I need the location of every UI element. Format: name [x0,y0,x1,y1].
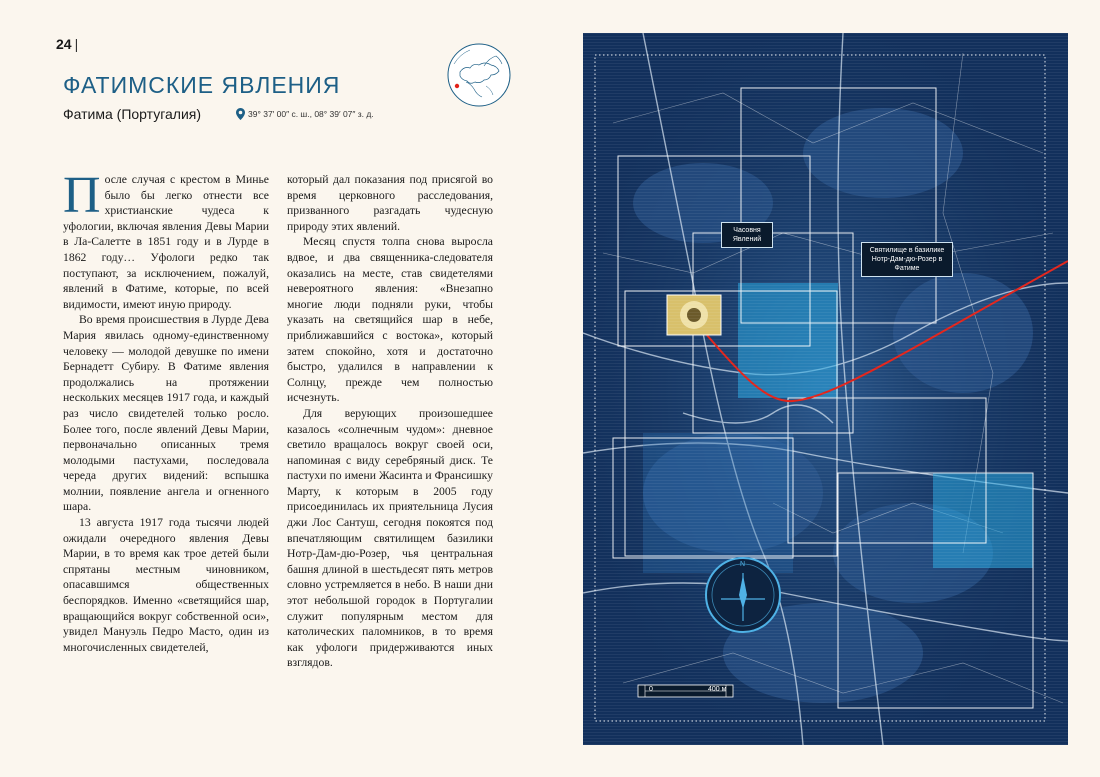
paragraph: Для верующих произошедшее казалось «солнечным чудом»: дневное светило вращалось вокруг своей оси, напоминая с виду серебряный диск. Те пастухи по имени Жасинта и Франсишку Марту, к которым в 2005 году присоединилась их приятельница Лусия джи Лос Сантуш, сегодня покоятся под впечатляющим святилищем базилики Нотр-Дам-дю-Розер, чья центральная башня длиной в шестьдесят пять метров словно устремляется в небо. В наши дни этот небольшой городок в Португалии служит популярным местом для католических паломников, в то время как уфологи придерживаются иных взглядов. [287,406,493,670]
page-title: ФАТИМСКИЕ ЯВЛЕНИЯ [63,72,341,98]
scale-end-label: 400 м [708,686,727,693]
location-marker-icon [455,84,459,88]
globe-locator-icon [446,42,512,108]
paragraph: Во время происшествия в Лурде Дева Мария явилась одному-единственному человеку — молодой девушке по имени Бернадетт Субиру. В Фатиме явления продолжались на протяжении нескольких месяцев 1917 года, и каждый раз число свидетелей только росло. Более того, после явлений Девы Марии, первоначально описанных тремя молодыми пастухами, последовала череда других видений: вспышка молнии, появление ангела и огненного шара. [63,313,269,514]
satellite-map [583,33,1068,745]
scale-start-label: 0 [649,686,653,693]
sanctuary-label: Святилище в базилике Нотр-Дам-дю-Розер в Фатиме [861,242,953,277]
map-graphic [583,33,1068,745]
paragraph: После случая с крестом в Минье было бы легко отнести все христианские чудеса к уфологии, включая явления Девы Марии в Ла-Салетте в 1851 году и в Лурде в 1862 году… Уфологи редко так поступают, за исключением, пожалуй, явлений в Фатиме, которые, по всей видимости, имеют иную природу. [63,167,269,311]
compass-icon [706,558,780,632]
paragraph: который дал показания под присягой во время церковного расследования, призванного разгадать чудесную природу этих явлений. [287,173,493,233]
page-number: 24 | [56,36,79,52]
location-subtitle: Фатима (Португалия) [63,106,202,122]
compass-north-label: N [740,561,746,568]
paragraph: 13 августа 1917 года тысячи людей ожидали очередного явления Девы Марии, в то время как трое детей были спрятаны местным чиновником, опасавшимся общественных беспорядков. Именно «светящийся шар, вращающийся вокруг собственной оси», увидел Мануэль Педро Масто, один из многочисленных свидетелей, [63,516,269,654]
drop-cap: П [63,167,101,224]
paragraph: Месяц спустя толпа снова выросла вдвое, и два священника-следователя оказались на месте, став свидетелями невероятного явления: «Внезапно многие люди подняли руки, чтобы указать на светящийся шар в небе, приближавшийся с востока», который затем спокойно, хотя и достаточно быстро, удалился в направлении к Солнцу, прежде чем полностью исчезнуть. [287,235,493,405]
text-column-2 [287,172,493,671]
coordinates-text: 39° 37′ 00″ с. ш., 08° 39′ 07″ з. д. [248,109,374,119]
coordinates [236,108,374,120]
map-pin-icon [236,108,245,120]
chapel-label: Часовня Явлений [721,222,773,248]
text-column-1 [63,167,269,655]
